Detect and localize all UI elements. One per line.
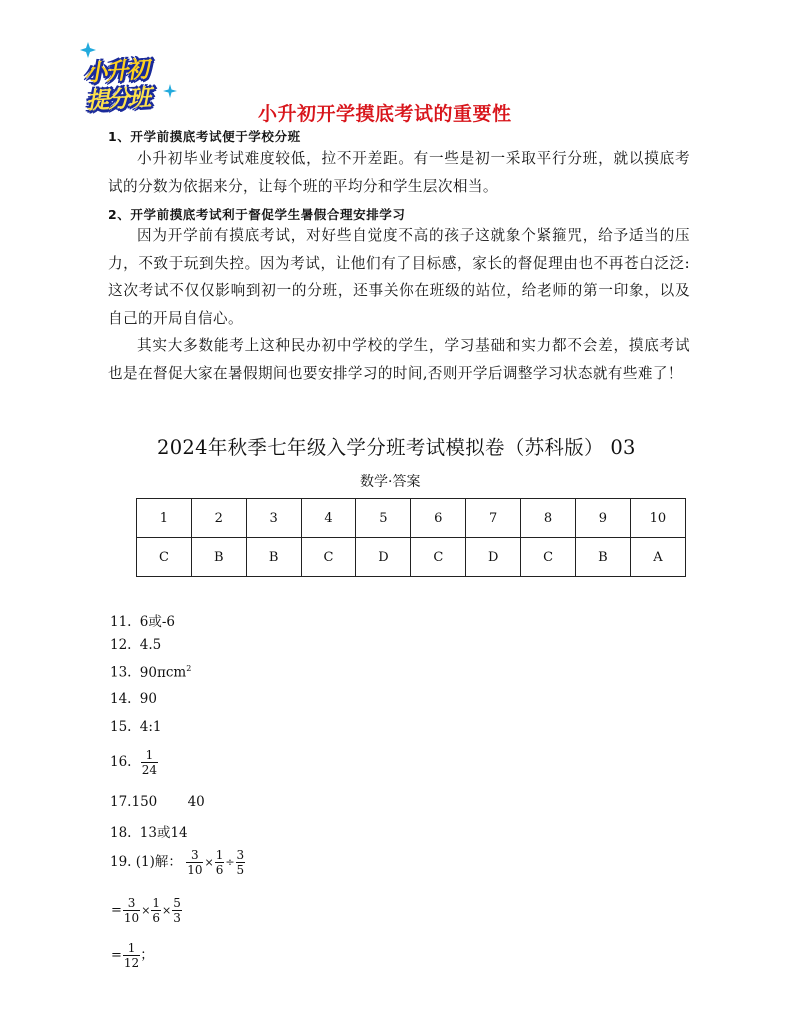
answer-text: 150 [131, 794, 158, 810]
answer-number: 14. [110, 691, 132, 707]
exam-subtitle: 数学·答案 [360, 474, 421, 490]
answer-13 [110, 664, 191, 681]
table-cell: C [521, 538, 576, 577]
answer-12 [110, 637, 161, 653]
answer-15 [110, 719, 162, 735]
denominator: 6 [215, 863, 224, 877]
answer-table [136, 498, 686, 577]
table-row-answers [137, 538, 686, 577]
answer-text: 4:1 [139, 719, 162, 735]
answer-unit: cm [165, 664, 187, 681]
table-cell: 9 [576, 499, 631, 538]
section-body-2 [108, 222, 690, 387]
fraction [123, 941, 140, 970]
table-cell: 1 [137, 499, 192, 538]
numerator: 3 [236, 848, 245, 862]
answer-17 [110, 794, 205, 810]
logo-line2: 提分班 [85, 85, 150, 115]
table-cell: 10 [630, 499, 685, 538]
fraction [123, 896, 140, 925]
numerator: 1 [141, 748, 158, 763]
table-cell: C [411, 538, 466, 577]
logo [80, 53, 178, 115]
punctuation: ； [140, 947, 154, 963]
operator: × [141, 904, 151, 917]
question-19-line2 [110, 896, 182, 925]
section-heading-2: 2、开学前摸底考试利于督促学生暑假合理安排学习 [108, 207, 406, 222]
answer-11 [110, 610, 175, 630]
table-cell: 4 [301, 499, 356, 538]
paragraph: 小升初毕业考试难度较低，拉不开差距。有一些是初一采取平行分班，就以摸底考试的分数为依据来分，让每个班的平均分和学生层次相当。 [108, 150, 690, 195]
numerator: 1 [152, 896, 161, 910]
table-cell: B [576, 538, 631, 577]
table-cell: C [137, 538, 192, 577]
answer-number: 16. [110, 754, 132, 770]
denominator: 6 [152, 911, 161, 925]
answer-number: 18. [110, 825, 132, 841]
page-title: 小升初开学摸底考试的重要性 [258, 103, 512, 125]
operator: × [204, 856, 214, 869]
table-cell: C [301, 538, 356, 577]
table-cell: 6 [411, 499, 466, 538]
answer-14 [110, 691, 157, 707]
answer-text: 90π [139, 664, 166, 681]
answer-text: 90 [139, 691, 157, 707]
denominator: 5 [236, 863, 245, 877]
question-label: 19. (1)解： [110, 854, 182, 870]
table-cell: D [466, 538, 521, 577]
operator: = [111, 948, 122, 963]
numerator: 1 [123, 941, 140, 956]
fraction [236, 848, 246, 877]
numerator: 3 [123, 896, 140, 911]
table-cell: D [356, 538, 411, 577]
operator: × [162, 904, 172, 917]
fraction [172, 896, 182, 925]
section-body-1 [108, 145, 690, 200]
fraction [141, 748, 158, 777]
question-19-line1 [110, 848, 245, 877]
exam-title: 2024年秋季七年级入学分班考试模拟卷（苏科版） 03 [157, 436, 636, 459]
paragraph: 因为开学前有摸底考试，对好些自觉度不高的孩子这就象个紧箍咒，给予适当的压力，不致于玩到失控。因为考试，让他们有了目标感，家长的督促理由也不再苍白泛泛:这次考试不仅仅影响到初一的分班，还事关你在班级的站位，给老师的第一印象，以及自己的开局自信心。 [108, 227, 690, 327]
table-cell: 3 [246, 499, 301, 538]
question-19-line3 [110, 941, 154, 970]
section-heading-1: 1、开学前摸底考试便于学校分班 [108, 129, 301, 144]
table-cell: 5 [356, 499, 411, 538]
fraction [186, 848, 203, 877]
answer-number: 17. [110, 794, 132, 810]
table-cell: 8 [521, 499, 576, 538]
operator: = [111, 903, 122, 918]
denominator: 12 [123, 956, 140, 970]
numerator: 1 [215, 848, 224, 862]
table-cell: A [630, 538, 685, 577]
answer-number: 15. [110, 719, 132, 735]
answer-number: 11. [110, 614, 132, 630]
answer-text: 13或14 [139, 825, 188, 841]
answer-16 [110, 748, 158, 777]
sparkle-icon [163, 84, 177, 98]
denominator: 10 [187, 863, 203, 877]
answer-number: 13. [110, 664, 132, 681]
answer-18 [110, 821, 188, 841]
paragraph: 其实大多数能考上这种民办初中学校的学生，学习基础和实力都不会差，摸底考试也是在督促大家在暑假期间也要安排学习的时间,否则开学后调整学习状态就有些难了！ [108, 337, 690, 382]
answer-text: 4.5 [139, 637, 162, 653]
table-row-numbers [137, 499, 686, 538]
sparkle-icon [80, 42, 96, 58]
denominator: 10 [123, 911, 140, 925]
numerator: 3 [186, 848, 203, 863]
answer-text: 6或-6 [139, 614, 176, 630]
fraction [215, 848, 225, 877]
operator: ÷ [225, 856, 235, 869]
answer-number: 12. [110, 637, 132, 653]
table-cell: B [191, 538, 246, 577]
denominator: 3 [173, 911, 181, 925]
fraction [151, 896, 161, 925]
logo-line1: 小升初 [83, 56, 149, 88]
table-cell: 2 [191, 499, 246, 538]
table-cell: 7 [466, 499, 521, 538]
answer-text: 40 [187, 794, 205, 810]
answer-superscript: 2 [186, 664, 192, 673]
numerator: 5 [173, 896, 181, 910]
denominator: 24 [141, 763, 158, 777]
table-cell: B [246, 538, 301, 577]
